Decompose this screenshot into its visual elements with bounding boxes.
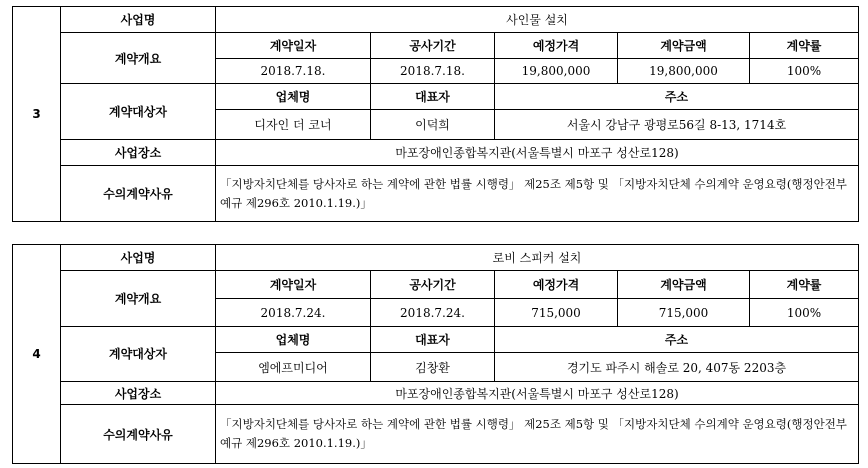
representative-header: 대표자 [371,84,495,110]
company-name-value: 엠에프미디어 [216,353,371,381]
estimated-price-value: 19,800,000 [495,58,618,84]
project-name-value: 로비 스피커 설치 [216,245,859,271]
project-name-value: 사인물 설치 [216,7,859,33]
contract-date-value: 2018.7.24. [216,299,371,327]
contract-rate-header: 계약률 [750,271,859,299]
estimated-price-header: 예정가격 [495,32,618,58]
contract-amount-value: 715,000 [618,299,750,327]
contract-rate-value: 100% [750,58,859,84]
contract-date-header: 계약일자 [216,271,371,299]
contract-amount-header: 계약금액 [618,32,750,58]
contract-rate-value: 100% [750,299,859,327]
private-contract-reason-value: 「지방자치단체를 당사자로 하는 계약에 관한 법률 시행령」 제25조 제5항 및 「지방자치단체 수의계약 운영요령(행정안전부 예규 제296호 2010.1.19.)」 [216,405,859,464]
private-contract-reason-label: 수의계약사유 [61,405,216,464]
address-header: 주소 [495,327,859,353]
contract-party-label: 계약대상자 [61,327,216,381]
contract-record-3 [12,6,859,222]
estimated-price-value: 715,000 [495,299,618,327]
representative-header: 대표자 [371,327,495,353]
project-location-label: 사업장소 [61,140,216,166]
contract-rate-header: 계약률 [750,32,859,58]
private-contract-reason-label: 수의계약사유 [61,166,216,222]
contract-record-4 [12,244,859,464]
contract-amount-header: 계약금액 [618,271,750,299]
private-contract-reason-value: 「지방자치단체를 당사자로 하는 계약에 관한 법률 시행령」 제25조 제5항 및 「지방자치단체 수의계약 운영요령(행정안전부 예규 제296호 2010.1.19.)」 [216,166,859,222]
project-name-label: 사업명 [61,245,216,271]
contract-amount-value: 19,800,000 [618,58,750,84]
address-header: 주소 [495,84,859,110]
project-location-label: 사업장소 [61,381,216,405]
project-location-value: 마포장애인종합복지관(서울특별시 마포구 성산로128) [216,140,859,166]
contract-date-header: 계약일자 [216,32,371,58]
company-name-header: 업체명 [216,327,371,353]
address-value: 서울시 강남구 광평로56길 8-13, 1714호 [495,110,859,140]
contract-date-value: 2018.7.18. [216,58,371,84]
construction-period-value: 2018.7.18. [371,58,495,84]
contract-party-label: 계약대상자 [61,84,216,140]
construction-period-header: 공사기간 [371,271,495,299]
estimated-price-header: 예정가격 [495,271,618,299]
record-number: 3 [13,7,61,222]
company-name-header: 업체명 [216,84,371,110]
project-location-value: 마포장애인종합복지관(서울특별시 마포구 성산로128) [216,381,859,405]
company-name-value: 디자인 더 코너 [216,110,371,140]
construction-period-header: 공사기간 [371,32,495,58]
construction-period-value: 2018.7.24. [371,299,495,327]
project-name-label: 사업명 [61,7,216,33]
contract-summary-label: 계약개요 [61,271,216,327]
record-number: 4 [13,245,61,464]
representative-value: 이덕희 [371,110,495,140]
address-value: 경기도 파주시 해솔로 20, 407동 2203층 [495,353,859,381]
contract-summary-label: 계약개요 [61,32,216,84]
representative-value: 김창환 [371,353,495,381]
